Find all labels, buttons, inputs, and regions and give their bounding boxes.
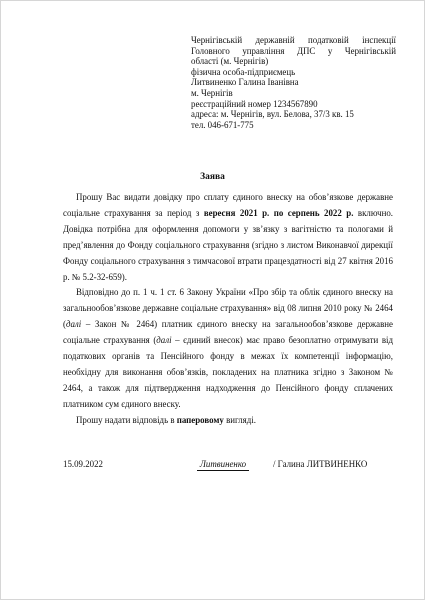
handwritten-signature: Литвиненко xyxy=(197,459,249,471)
paragraph-text: Прошу Вас видати довідку про сплату єдиного внеску на обов’язкове державне соціальне страхування за період з xyxy=(63,192,393,218)
period-emphasis: вересня 2021 р. по серпень 2022 р. xyxy=(203,207,354,218)
paragraph-text: вигляді. xyxy=(223,414,256,425)
signatory-full-name: / Галина ЛИТВИНЕНКО xyxy=(273,459,368,469)
document-body xyxy=(63,190,393,429)
applicant-status: фізична особа-підприємець xyxy=(191,66,296,77)
paragraph-request xyxy=(63,190,393,285)
addressee-authority-line: Чернігівській державній податковій інспекції xyxy=(191,35,396,45)
applicant-name: Литвиненко Галина Іванівна xyxy=(191,77,299,88)
applicant-reg-number: реєстраційний номер 1234567890 xyxy=(191,98,318,109)
italic-term: далі xyxy=(65,319,82,330)
paragraph-text: Прошу надати відповідь в xyxy=(76,414,177,425)
italic-term: далі xyxy=(156,335,172,346)
paragraph-text: включно. Довідка потрібна для оформлення допомоги у зв’язку з вагітністю та пологами й пред’явлення до Фонду соціального страхування (згідно з листом Виконавчої дирекції Фонду соціального страхування з тимчасової втрати працездатності від 27 квітня 2016 р. № 5.2-32-659). xyxy=(63,207,394,282)
format-emphasis: паперовому xyxy=(176,414,224,425)
applicant-city: м. Чернігів xyxy=(191,87,233,98)
applicant-phone: тел. 046-671-775 xyxy=(191,119,254,130)
applicant-address: адреса: м. Чернігів, вул. Белова, 37/3 кв. 15 xyxy=(191,109,354,120)
document-title: Заява xyxy=(200,172,225,182)
paragraph-legal-basis xyxy=(63,285,393,412)
signature-date: 15.09.2022 xyxy=(63,459,103,469)
paragraph-response-format xyxy=(63,413,393,429)
addressee-block xyxy=(191,35,396,130)
addressee-authority-line: Головного управління ДПС у Чернігівській xyxy=(191,45,396,56)
signature-row xyxy=(1,459,424,475)
paragraph-text: – єдиний внесок) має право безоплатно отримувати від податкових органів та Пенсійного фонду в межах їх компетенції інформацію, необхідну для виконання обов’язків, покладених на платника згідно з Законом № 2464, а також для підтвердження надходження до Пенсійного фонду сплачених платником сум єдиного внеску. xyxy=(63,335,393,409)
addressee-authority-line: області (м. Чернігів) xyxy=(191,56,269,67)
paragraph-text: Відповідно до п. 1 ч. 1 ст. 6 Закону України «Про збір та облік єдиного внеску на загальнообов’язкове державне соціальне страхування» від 08 липня 2010 року № 2464 ( xyxy=(63,287,393,330)
paragraph-text: – Закон № 2464) платник єдиного внеску на загальнообов’язкове державне соціальне страхування ( xyxy=(63,319,393,346)
